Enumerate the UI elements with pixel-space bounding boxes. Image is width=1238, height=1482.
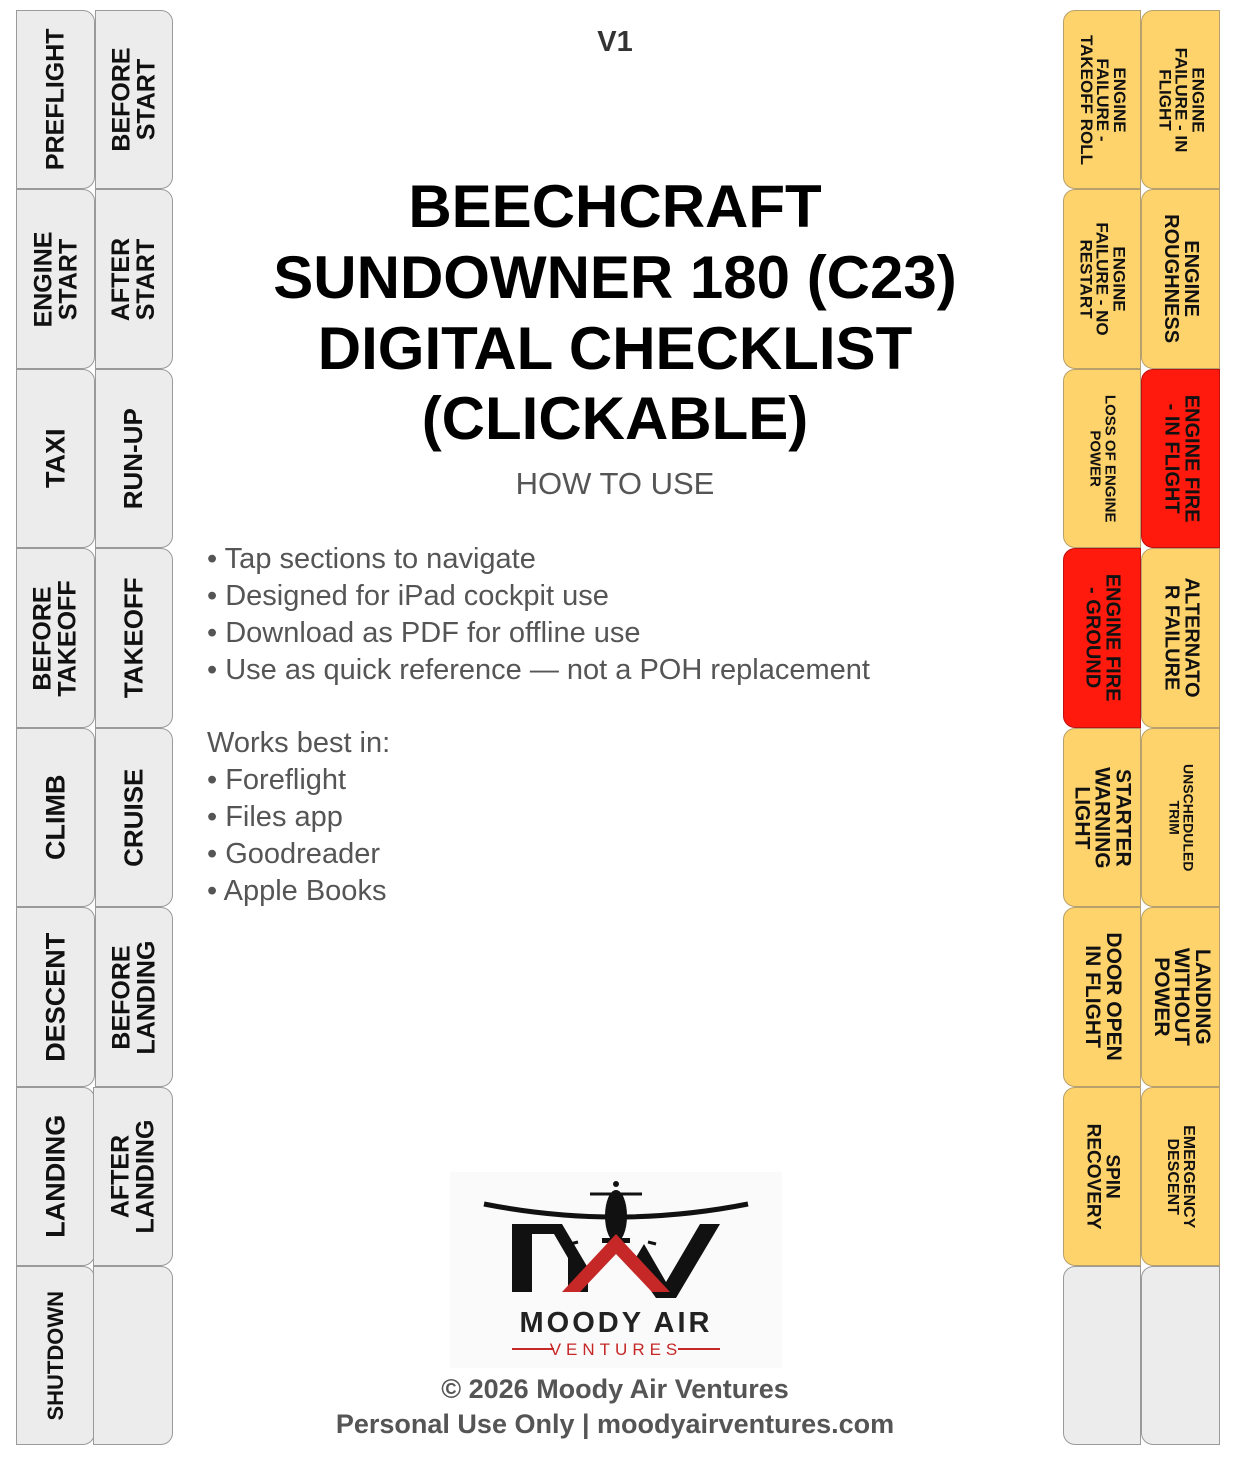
tab-label: LANDING <box>40 1114 71 1238</box>
tab-label: LANDING WITHOUT POWER <box>1149 948 1214 1046</box>
footer-website[interactable]: Personal Use Only | moodyairventures.com <box>335 1409 895 1439</box>
works-best-item: • Apple Books <box>207 875 387 907</box>
works-best-heading: Works best in: <box>207 727 391 759</box>
tab-cruise[interactable] <box>95 728 173 907</box>
instruction-item: • Tap sections to navigate <box>207 543 536 575</box>
works-best-item: • Goodreader <box>207 838 380 870</box>
tab-after-start[interactable] <box>95 189 173 369</box>
tab-run-up[interactable] <box>95 369 173 548</box>
tab-takeoff[interactable] <box>95 548 173 728</box>
tab-label: ENGINE ROUGHNESS <box>1160 214 1203 344</box>
instruction-item: • Use as quick reference — not a POH replacement <box>207 654 870 686</box>
tab-label: ENGINE FAILURE - IN FLIGHT <box>1155 47 1208 152</box>
tab-label: ENGINE FAILURE - TAKEOFF ROLL <box>1076 34 1129 165</box>
spacer <box>207 689 1027 725</box>
tab-blank-right-outer[interactable] <box>1141 1266 1220 1445</box>
tab-label: BEFORE LANDING <box>107 940 161 1054</box>
tab-label: CRUISE <box>118 768 149 867</box>
tab-label: LOSS OF ENGINE POWER <box>1087 394 1119 523</box>
tab-label: RUN-UP <box>118 407 149 510</box>
footer-copyright: © 2026 Moody Air Ventures <box>441 1374 789 1404</box>
tab-preflight[interactable] <box>16 10 95 189</box>
tab-label: UNSCHEDULED TRIM <box>1166 763 1197 872</box>
tab-label: DOOR OPEN IN FLIGHT <box>1081 932 1125 1062</box>
moody-air-ventures-logo <box>450 1172 782 1368</box>
tab-label: AFTER START <box>107 237 161 321</box>
tab-label: ENGINE FAILURE - NO RESTART <box>1076 222 1129 336</box>
tab-label: SPIN RECOVERY <box>1083 1123 1123 1230</box>
how-to-use-heading: HOW TO USE <box>515 466 715 501</box>
tab-engine-failure-in-flight[interactable] <box>1141 10 1220 189</box>
instruction-item: • Download as PDF for offline use <box>207 617 641 649</box>
tab-climb[interactable] <box>16 728 95 907</box>
tab-engine-failure-no-restart[interactable] <box>1063 189 1141 369</box>
instructions-block <box>207 541 1027 910</box>
tab-spin-recovery[interactable] <box>1063 1087 1141 1266</box>
tab-before-takeoff[interactable] <box>16 548 95 728</box>
tab-label: TAKEOFF <box>118 577 149 699</box>
tab-before-landing[interactable] <box>95 907 173 1087</box>
tab-label: BEFORE START <box>107 47 160 152</box>
works-best-item: • Files app <box>207 801 343 833</box>
tab-label: ENGINE START <box>29 231 82 327</box>
tab-engine-fire-in-flight[interactable] <box>1141 369 1220 548</box>
tab-alternator-failure[interactable] <box>1141 548 1220 728</box>
tab-landing-without-power[interactable] <box>1141 907 1220 1087</box>
tab-engine-roughness[interactable] <box>1141 189 1220 369</box>
tab-label: STARTER WARNING LIGHT <box>1070 766 1135 869</box>
instruction-item: • Designed for iPad cockpit use <box>207 580 609 612</box>
tab-label: BEFORE TAKEOFF <box>29 579 82 697</box>
tab-label: SHUTDOWN <box>42 1290 68 1421</box>
tab-landing[interactable] <box>16 1087 95 1266</box>
version-label: V1 <box>597 26 633 58</box>
tab-blank-left[interactable] <box>93 1266 173 1445</box>
tab-label: TAXI <box>40 428 71 489</box>
tab-label: EMERGENCY DESCENT <box>1164 1124 1198 1229</box>
logo-brand-text: MOODY AIR <box>519 1307 713 1339</box>
tab-label: ALTERNATO R FAILURE <box>1160 578 1203 698</box>
tab-shutdown[interactable] <box>16 1266 95 1445</box>
logo-graphic <box>450 1172 782 1368</box>
tab-engine-start[interactable] <box>16 189 95 369</box>
tab-blank-right-inner[interactable] <box>1063 1266 1141 1445</box>
tab-emergency-descent[interactable] <box>1141 1087 1220 1266</box>
tab-after-landing[interactable] <box>93 1087 173 1266</box>
tab-engine-failure-takeoff-roll[interactable] <box>1063 10 1141 189</box>
tab-unscheduled-trim[interactable] <box>1141 728 1220 907</box>
tab-engine-fire-ground[interactable] <box>1063 548 1141 728</box>
tab-label: ENGINE FIRE - GROUND <box>1082 574 1124 702</box>
tab-taxi[interactable] <box>16 369 95 548</box>
tab-label: ENGINE FIRE - IN FLIGHT <box>1160 394 1203 523</box>
tab-label: CLIMB <box>40 774 71 861</box>
logo-sub-text: VENTURES <box>549 1340 683 1359</box>
tab-starter-warning-light[interactable] <box>1063 728 1141 907</box>
tab-door-open-in-flight[interactable] <box>1063 907 1141 1087</box>
tab-label: AFTER LANDING <box>106 1119 160 1234</box>
page-title: BEECHCRAFT SUNDOWNER 180 (C23) DIGITAL CHECKLIST (CLICKABLE) <box>273 173 957 453</box>
tab-label: DESCENT <box>40 932 71 1062</box>
works-best-item: • Foreflight <box>207 764 347 796</box>
tab-before-start[interactable] <box>95 10 173 189</box>
tab-descent[interactable] <box>16 907 95 1087</box>
tab-loss-of-engine-power[interactable] <box>1063 369 1141 548</box>
tab-label: PREFLIGHT <box>41 28 70 171</box>
